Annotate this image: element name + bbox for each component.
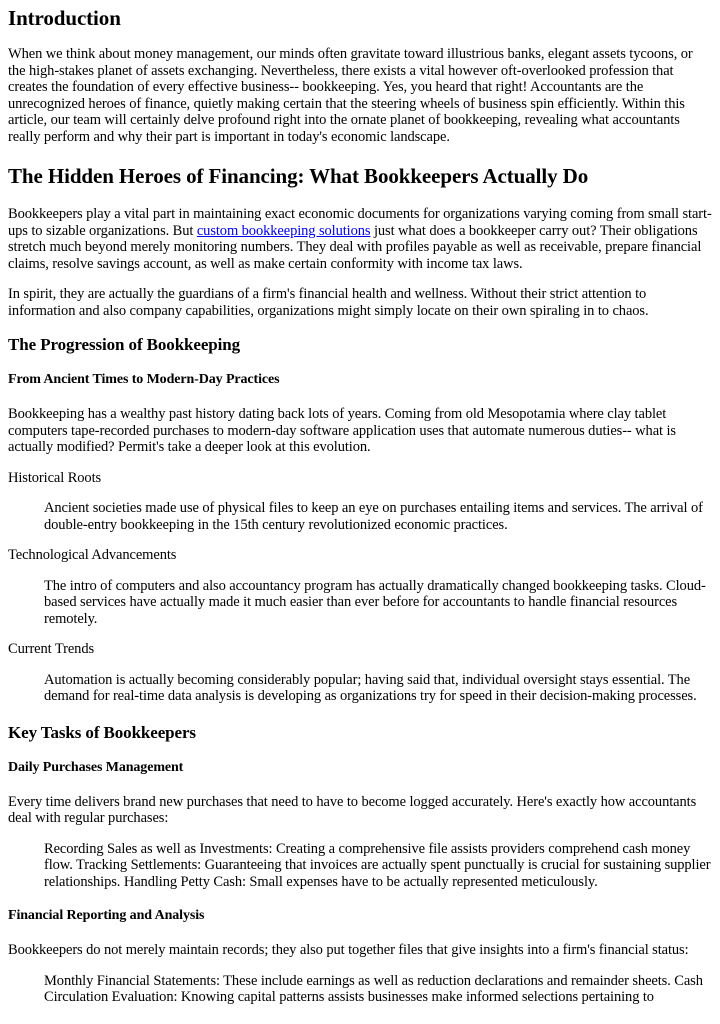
item-term-historical-roots: Historical Roots xyxy=(8,469,102,486)
progression-subheading: From Ancient Times to Modern-Day Practices xyxy=(8,372,280,387)
custom-bookkeeping-link[interactable]: custom bookkeeping solutions xyxy=(196,222,371,239)
daily-purchases-subheading: Daily Purchases Management xyxy=(8,759,184,775)
financial-reporting-quote: Monthly Financial Statements: These include earnings as well as reduction declarations and remainder sheets. Cash Circulation Evaluation: Knowing capital patterns assists businesses make informed selections pertaining to xyxy=(44,972,703,1005)
progression-heading: The Progression of Bookkeeping xyxy=(8,335,241,354)
key-tasks-heading: Key Tasks of Bookkeepers xyxy=(8,722,196,742)
daily-purchases-paragraph: Every time delivers brand new purchases that need to have to become logged accurately. Here's exactly how accountants deal with regular purchases: xyxy=(8,793,697,826)
item-desc-technological-advancements: The intro of computers and also accountancy program has actually dramatically changed bookkeeping tasks. Cloud-based services have actually made it much easier than ever before for accountants to handle financial resources remotely. xyxy=(44,577,706,627)
item-desc-historical-roots: Ancient societies made use of physical files to keep an eye on purchases entailing items and services. The arrival of double-entry bookkeeping in the 15th century revolutionized economic practices. xyxy=(44,500,703,533)
intro-heading: Introduction xyxy=(8,6,121,30)
hidden-heroes-paragraph-2: In spirit, they are actually the guardians of a firm's financial health and wellness. Without their strict attention to information and also company capabilities, organizations might simply locate on their own spiraling in to chaos. xyxy=(8,286,649,319)
progression-paragraph: Bookkeeping has a wealthy past history dating back lots of years. Coming from old Mesopotamia where clay tablet computers tape-recorded purchases to modern-day software application uses that automate numerous duties-- what is actually modified? Permit's take a deeper look at this evolution. xyxy=(8,406,676,455)
financial-reporting-subheading: Financial Reporting and Analysis xyxy=(8,908,205,923)
hidden-heroes-paragraph-1 xyxy=(8,206,712,272)
article xyxy=(0,6,720,1006)
hidden-heroes-heading: The Hidden Heroes of Financing: What Bookkeepers Actually Do xyxy=(8,164,589,188)
intro-paragraph: When we think about money management, our minds often gravitate toward illustrious banks, elegant assets tycoons, or the high-stakes planet of assets exchanging. Nevertheless, there exists a vital however oft-overlooked profession that creates the foundation of every effective business-- bookkeeping. Yes, you heard that right! Accountants are the unrecognized heroes of finance, quietly making certain that the steering wheels of business spin efficiently. Within this article, our team will certainly delve profound right into the ornate planet of bookkeeping, revealing what accountants really perform and why their part is important in today's economic landscape. xyxy=(8,46,693,145)
daily-purchases-quote: Recording Sales as well as Investments: Creating a comprehensive file assists providers comprehend cash money flow. Tracking Settlements: Guaranteeing that invoices are actually spent punctually is crucial for sustaining supplier relationships. Handling Petty Cash: Small expenses have to be actually represented meticulously. xyxy=(44,840,711,890)
item-term-technological-advancements: Technological Advancements xyxy=(8,547,177,563)
item-term-current-trends: Current Trends xyxy=(8,641,95,657)
paragraph-text: just what does a bookkeeper carry out? Their obligations stretch much beyond merely monitoring numbers. They deal with profiles payable as well as receivable, prepare financial claims, resolve savings account, as well as make certain conformity with income tax laws. xyxy=(8,222,702,272)
financial-reporting-paragraph: Bookkeepers do not merely maintain records; they also put together files that give insights into a firm's financial status: xyxy=(8,942,689,958)
item-desc-current-trends: Automation is actually becoming considerably popular; having said that, individual oversight stays essential. The demand for real-time data analysis is developing as organizations try for speed in their decision-making processes. xyxy=(44,671,697,704)
paragraph-text: Bookkeepers play a vital part in maintaining exact economic documents for organizations varying coming from small start-ups to sizable organizations. But xyxy=(8,206,712,239)
